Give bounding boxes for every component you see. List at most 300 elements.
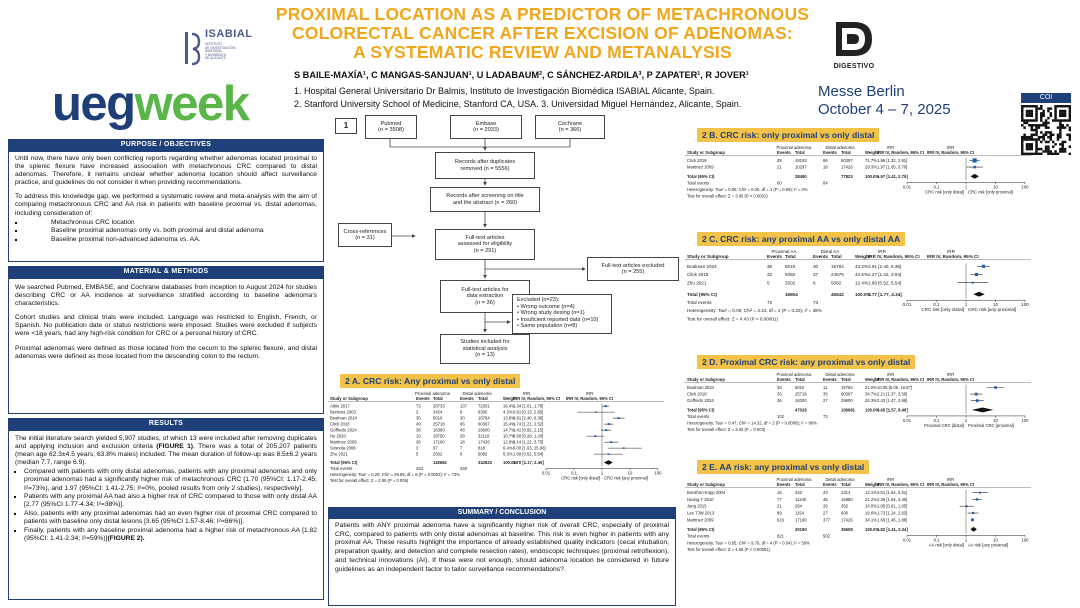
qr-module	[1035, 134, 1037, 136]
qr-module	[1023, 138, 1025, 140]
axis-tick-label: 10	[993, 537, 998, 543]
figure-2b-title: 2 B. CRC risk: only proximal vs only distal	[697, 128, 879, 142]
events-1: 5	[416, 451, 419, 457]
column-header: Study or Subgroup	[687, 150, 725, 155]
flow-box-cochrane: Cochrane (n = 366)	[535, 115, 605, 139]
study-point	[994, 386, 997, 389]
column-header: Events	[823, 377, 837, 382]
axis-tick-label: 10	[993, 184, 998, 190]
study-point	[608, 453, 610, 455]
events-2: 6	[460, 451, 463, 457]
column-header: Total	[795, 482, 805, 487]
forest-plot-2d	[685, 371, 1035, 455]
events-2: 30	[813, 263, 819, 269]
ci-text: 0.58 [0.28, 1.20]	[513, 433, 544, 439]
figure-2c-title: 2 C. CRC risk: any proximal AA vs only distal AA	[697, 232, 905, 246]
total-2: 24676	[831, 272, 844, 278]
qr-module	[1040, 107, 1042, 109]
qr-module	[1050, 115, 1052, 117]
axis-tick-label: 0.1	[933, 302, 940, 308]
methods-section	[8, 266, 324, 414]
qr-module	[1035, 107, 1037, 109]
axis-tick-label: 0.1	[571, 470, 577, 476]
affiliation-2: 2. Stanford University School of Medicine, Stanford CA, USA. 3. Universidad Miguel Hernández, Alicante, Spain.	[294, 99, 742, 109]
ueg-week-logo	[52, 79, 249, 129]
weight: 100.0%	[503, 460, 518, 465]
column-header: Events	[460, 396, 474, 401]
results-bullet: ▪ Patients with any proximal AA had also a higher risk of CRC compared to those with only distal AA [2.77 (95%CI 1.77-4.34; I²=38%)].	[24, 493, 317, 509]
qr-module	[1035, 129, 1037, 131]
column-header: IRR IV, Random, 95% CI	[927, 150, 975, 155]
qr-module	[1061, 105, 1063, 107]
qr-module	[1064, 112, 1066, 114]
ci-text: 1.73 [1.14, 2.63]	[877, 510, 908, 516]
column-header: IRR	[887, 372, 895, 377]
qr-module	[1033, 105, 1035, 107]
qr-module	[1021, 105, 1023, 107]
qr-module	[1050, 134, 1052, 136]
isabial-sub-line: DE ALICANTE	[205, 56, 226, 61]
affiliation-1: 1. Hospital General Universitario Dr Balmis, Instituto de Investigación Biomédica ISABIAL Alicante, Spain.	[294, 86, 715, 96]
purpose-section	[8, 139, 324, 262]
axis-tick-label: 0.1	[933, 184, 940, 190]
axis-tick-label: 1	[964, 537, 968, 543]
flow-box-after-screening: Records after screening on title and the abstract (n = 260)	[430, 187, 540, 212]
column-header: Study or Subgroup	[687, 482, 725, 487]
flow-diagram	[330, 110, 690, 370]
axis-right-label: AA risk [any proximal]	[968, 542, 1009, 548]
overall-effect-text: Test for overall effect: Z = 3.95 (P < 0.0001)	[687, 193, 768, 199]
qr-module	[1035, 110, 1037, 112]
study-name: Boalman 2024	[687, 263, 717, 269]
total-1: 1154	[795, 510, 805, 516]
total-events-label: Total events	[330, 466, 353, 471]
qr-module	[1064, 115, 1066, 117]
qr-module	[1064, 150, 1066, 152]
axis-tick-label: 0.1	[933, 537, 940, 543]
qr-module	[1050, 153, 1052, 155]
axis-tick-label: 1	[964, 302, 968, 308]
qr-module	[1057, 138, 1059, 140]
column-header: Events	[416, 396, 430, 401]
overall-effect-text: Test for overall effect: Z = 3.02 (P = 0.003)	[687, 427, 766, 433]
qr-module	[1021, 141, 1023, 143]
total-2: 32110	[478, 433, 490, 439]
qr-module	[1035, 112, 1037, 114]
flow-box-pubmed: Pubmed (n = 3508)	[365, 115, 417, 139]
pooled-diamond	[972, 408, 994, 413]
study-name: Martinez 2009	[687, 517, 714, 523]
qr-module	[1045, 124, 1047, 126]
ci-text: 1.69 [0.52, 5.54]	[868, 280, 902, 286]
total-1: 25718	[433, 421, 445, 427]
axis-tick-label: 10	[992, 302, 999, 308]
qr-module	[1061, 119, 1063, 121]
qr-module	[1069, 129, 1071, 131]
total-2: 77823	[841, 173, 853, 179]
flow-box-fulltext-excluded: Full-text articles excluded (n = 255)	[587, 257, 679, 281]
qr-module	[1069, 136, 1071, 138]
isabial-mark-icon	[183, 30, 201, 66]
qr-module	[1028, 110, 1030, 112]
qr-module	[1028, 136, 1030, 138]
qr-module	[1052, 141, 1054, 143]
qr-module	[1045, 119, 1047, 121]
study-point	[608, 423, 610, 425]
study-name: Click 2018	[687, 157, 707, 163]
study-point	[623, 447, 625, 449]
ueg-text: ueg	[52, 77, 135, 131]
study-name: Martinez 2009	[330, 439, 357, 445]
qr-module	[1038, 126, 1040, 128]
total-2: 606	[841, 510, 848, 516]
events-1: 39	[777, 157, 782, 163]
total-2: 60397	[841, 157, 853, 163]
group-header: Distal adenoma	[825, 145, 855, 150]
total-label: Total (95% CI)	[330, 460, 358, 465]
results-section	[8, 418, 324, 600]
qr-module	[1023, 122, 1025, 124]
qr-module	[1064, 141, 1066, 143]
axis-tick-label: 10	[993, 417, 998, 423]
qr-module	[1040, 124, 1042, 126]
qr-module	[1061, 150, 1063, 152]
axis-left-label: CRC risk [only distal]	[561, 475, 600, 481]
events-1: 89	[777, 510, 782, 516]
study-name: Click 2018	[330, 421, 350, 427]
weight: 18.6%	[865, 510, 877, 516]
qr-module	[1021, 136, 1023, 138]
results-bullet: ▪ Also, patients with any proximal adenomas had an even higher risk of proximal CRC compared to patients with baseline only distal lesions [3.65 (95%CI 1.57-8.46; I²=86%)].	[24, 510, 317, 526]
purpose-bullet-text: Metachronous CRC location	[51, 218, 135, 226]
qr-module	[1054, 117, 1056, 119]
events-1: 102	[777, 414, 784, 419]
figure-2d-title: 2 D. Proximal CRC risk: any proximal vs only distal	[697, 355, 915, 369]
total-1: 17190	[795, 517, 807, 523]
axis-left-label: CRC risk [only distal]	[925, 189, 964, 195]
poster-title	[250, 5, 835, 62]
total-1: 11240	[795, 496, 807, 502]
column-header: Study or Subgroup	[330, 396, 368, 401]
ci-text: 2.27 [1.42, 3.64]	[868, 272, 902, 278]
flow-box-data-extraction: Full-text articles for data extraction (n = 36)	[440, 280, 530, 313]
weight: 16.4%	[503, 403, 515, 409]
qr-module	[1047, 153, 1049, 155]
column-header: IRR IV, Random, 95% CI	[877, 377, 925, 382]
qr-module	[1069, 107, 1071, 109]
qr-module	[1045, 141, 1047, 143]
weight: 12.8%	[503, 439, 515, 445]
column-header: Weight	[865, 377, 879, 382]
results-heading: RESULTS	[8, 418, 324, 430]
group-header: Distal adenoma	[825, 372, 855, 377]
study-point	[975, 393, 978, 396]
qr-module	[1035, 124, 1037, 126]
qr-module	[1050, 131, 1052, 133]
qr-module	[1047, 107, 1049, 109]
total-2: 29600	[841, 398, 853, 404]
qr-module	[1057, 126, 1059, 128]
axis-right-label: CRC risk [any proximal]	[604, 475, 648, 481]
events-1: 73	[416, 403, 421, 409]
flow-box-excluded-23: Excluded (n=23): • Wrong outcome (n=4) • Wrong study desing (n=1) • Insuficient reported data (n=10) • Same population (n=8)	[512, 294, 612, 334]
qr-module	[1031, 136, 1033, 138]
events-1: 36	[416, 439, 421, 445]
qr-module	[1045, 131, 1047, 133]
column-header: Events	[823, 150, 837, 155]
column-header: Study or Subgroup	[687, 254, 729, 259]
events-2: 11	[823, 384, 828, 390]
qr-module	[1042, 115, 1044, 117]
forest-plot-2b	[685, 144, 1035, 220]
qr-module	[1061, 126, 1063, 128]
qr-module	[1061, 112, 1063, 114]
qr-module	[1040, 117, 1042, 119]
qr-module	[1047, 141, 1049, 143]
total-1: 57	[433, 445, 438, 451]
qr-module	[1038, 124, 1040, 126]
column-header: IRR IV, Random, 95% CI	[566, 396, 614, 401]
study-name: Huang Y 2010	[687, 496, 714, 502]
total-label: Total (95% CI)	[687, 526, 715, 532]
qr-module	[1064, 119, 1066, 121]
weight: 43.2%	[855, 263, 869, 269]
qr-module	[1021, 138, 1023, 140]
digestivo-logo	[828, 20, 880, 70]
events-1: 10	[416, 433, 421, 439]
events-2: 48	[460, 427, 465, 433]
group-header: Distal AA	[820, 249, 840, 254]
column-header: IRR IV, Random, 95% CI	[868, 254, 920, 259]
purpose-paragraph: To address this knowledge gap, we performed a systematic review and meta-analysis with the aim of comparing metachronous CRC and AA risk in patients with baseline proximal vs. distal adenomas, including consideration of:	[15, 193, 317, 217]
column-header: IRR IV, Random, 95% CI	[877, 150, 925, 155]
total-1: 16300	[795, 398, 807, 404]
qr-module	[1040, 136, 1042, 138]
weight: 14.0%	[865, 503, 877, 509]
methods-heading: MATERIAL & METHODS	[8, 266, 324, 278]
week-text: week	[134, 77, 249, 131]
qr-module	[1040, 141, 1042, 143]
overall-effect-text: Test for overall effect: Z = 4.43 (P < 0.00001)	[687, 316, 778, 322]
column-header: IRR IV, Random, 95% CI	[877, 482, 925, 487]
study-point	[972, 158, 976, 162]
study-point	[982, 265, 985, 268]
total-1: 5010	[785, 263, 796, 269]
total-2: 72301	[478, 403, 490, 409]
column-header: IRR	[586, 391, 594, 396]
events-1: 21	[777, 164, 782, 170]
qr-module	[1021, 117, 1023, 119]
study-point	[605, 405, 607, 407]
events-1: 21	[777, 503, 782, 509]
qr-module	[1021, 107, 1023, 109]
column-header: Total	[841, 482, 851, 487]
qr-module	[1042, 138, 1044, 140]
column-header: Total	[785, 254, 796, 259]
qr-module	[1035, 119, 1037, 121]
qr-module	[1047, 148, 1049, 150]
total-2: 242823	[478, 460, 492, 465]
title-line: A SYSTEMATIC REVIEW AND METANALYSIS	[353, 42, 732, 62]
group-header: Proximal adenoma	[776, 145, 812, 150]
axis-tick-label: 100	[1021, 184, 1029, 190]
qr-module	[1035, 150, 1037, 152]
purpose-bullet-list	[25, 219, 317, 244]
qr-module	[1038, 148, 1040, 150]
total-2: 17426	[841, 164, 853, 170]
methods-body	[8, 278, 324, 414]
qr-module	[1047, 145, 1049, 147]
events-1: 77	[777, 496, 782, 502]
qr-module	[1066, 124, 1068, 126]
events-1: 616	[777, 517, 784, 523]
digestivo-mark-icon	[828, 20, 880, 58]
study-name: Jang 2015	[687, 503, 707, 509]
weight: 15.4%	[503, 421, 515, 427]
study-name: Martinez 2009	[687, 164, 714, 170]
qr-module	[1045, 145, 1047, 147]
events-1: 72	[767, 300, 773, 305]
qr-module	[1028, 115, 1030, 117]
qr-module	[1031, 110, 1033, 112]
coi-label: COI	[1021, 93, 1071, 103]
total-2: 16784	[478, 415, 490, 421]
events-1: 2	[416, 409, 419, 415]
column-header: Weight	[865, 482, 879, 487]
ci-text: 3.65 [1.57, 8.46]	[877, 407, 908, 413]
qr-module	[1031, 124, 1033, 126]
author-list: S BAILE-MAXÍA¹, C MANGAS-SANJUAN¹, U LADABAUM², C SÁNCHEZ-ARDILA³, P ZAPATER¹, R JOVER¹	[294, 70, 749, 80]
weight: 21.2%	[865, 496, 877, 502]
weight: 34.1%	[865, 517, 877, 523]
qr-module	[1031, 126, 1033, 128]
total-1: 5010	[433, 415, 443, 421]
qr-module	[1026, 105, 1028, 107]
column-header: Events	[777, 377, 791, 382]
axis-tick-label: 0.01	[902, 184, 912, 190]
purpose-bullet-text: Baseline proximal adenomas only vs. both proximal and distal adenoma	[51, 227, 264, 235]
events-1: 49	[416, 421, 421, 427]
events-2: 6	[813, 280, 816, 286]
qr-module	[1064, 105, 1066, 107]
axis-left-label: Proximal CRC [distal]	[924, 422, 964, 428]
forest-plot-2c	[685, 248, 1035, 346]
qr-module	[1021, 110, 1023, 112]
qr-module	[1059, 134, 1061, 136]
group-header: Proximal adenoma	[776, 477, 812, 482]
column-header: IRR IV, Random, 95% CI	[927, 254, 979, 259]
ci-text: 2.36 [1.64, 3.40]	[877, 496, 908, 502]
column-header: IRR	[887, 477, 895, 482]
qr-module	[1066, 105, 1068, 107]
total-1: 342	[795, 490, 802, 496]
qr-module	[1069, 117, 1071, 119]
ci-text: 1.82 [1.41, 2.34]	[877, 526, 908, 532]
qr-module	[1045, 148, 1047, 150]
qr-module	[1054, 115, 1056, 117]
heterogeneity-text: Heterogeneity: Tau² = 0.20; Chi² = 29.89, df = 8 (P = 0.0002); I² = 73%	[330, 472, 460, 477]
qr-module	[1057, 119, 1059, 121]
study-point	[618, 417, 620, 419]
column-header: Total	[795, 150, 805, 155]
heterogeneity-text: Heterogeneity: Tau² = 0.00; Chi² = 0.00, df = 1 (P = 0.99); I² = 0%	[687, 187, 808, 192]
qr-module	[1045, 126, 1047, 128]
events-1: 35	[416, 415, 421, 421]
qr-module	[1069, 153, 1071, 155]
column-header: IRR	[947, 372, 955, 377]
weight: 28.3%	[865, 164, 877, 170]
group-header: Proximal adenoma	[776, 372, 812, 377]
group-header: Proximal AA	[771, 249, 797, 254]
ci-text: 1.74 [1.21, 2.52]	[513, 421, 544, 427]
qr-module	[1064, 110, 1066, 112]
events-2: 73	[813, 300, 819, 305]
qr-module	[1057, 153, 1059, 155]
qr-module	[1021, 115, 1023, 117]
purpose-bullet	[25, 227, 317, 235]
axis-tick-label: 10	[627, 470, 633, 476]
ci-text: 0.61 [0.13, 2.85]	[513, 409, 544, 415]
events-1: 36	[777, 398, 782, 404]
qr-module	[1033, 119, 1035, 121]
total-1: 47028	[795, 407, 807, 413]
methods-paragraph: Proximal adenomas were defined as those located from the cecum to the splenic flexure, and distal adenomas were defined as those located from the descending colon to the rectum.	[15, 344, 317, 360]
events-2: 66	[823, 157, 828, 163]
events-2: 8	[460, 409, 463, 415]
events-2: 37	[813, 272, 819, 278]
column-header: Total	[478, 396, 488, 401]
weight: 13.8%	[503, 415, 515, 421]
weight: 34.7%	[865, 391, 877, 397]
events-1: 60	[777, 180, 782, 186]
axis-tick-label: 1	[600, 470, 604, 476]
qr-module	[1035, 117, 1037, 119]
qr-module	[1047, 117, 1049, 119]
total-events-label: Total events	[687, 414, 710, 419]
axis-tick-label: 100	[654, 470, 662, 476]
study-name: He 2020	[330, 433, 346, 439]
qr-module	[1038, 153, 1040, 155]
title-line: COLORECTAL CANCER AFTER EXCISION OF ADENOMAS:	[292, 23, 793, 43]
column-header: IRR IV, Random, 95% CI	[927, 482, 975, 487]
weight: 100.0%	[865, 526, 880, 532]
purpose-bullet	[25, 219, 317, 227]
events-2: 27	[823, 398, 828, 404]
qr-module	[1050, 107, 1052, 109]
figure-ref: (FIGURE 1)	[156, 443, 194, 451]
qr-module	[1035, 143, 1037, 145]
study-name: Bonithon-Kopp 2004	[687, 490, 726, 496]
events-1: 3	[416, 445, 419, 451]
figure-2a-title: 2 A. CRC risk: Any proximal vs only distal	[340, 374, 520, 388]
qr-module	[1059, 119, 1061, 121]
column-header: IRR	[523, 391, 531, 396]
total-1: 5010	[795, 384, 805, 390]
column-header: Weight	[865, 150, 879, 155]
column-header: Events	[777, 150, 791, 155]
qr-module	[1054, 112, 1056, 114]
isabial-sub-line: Y BIOMÉDICA	[205, 52, 226, 57]
qr-module	[1052, 119, 1054, 121]
total-2: 35608	[841, 526, 853, 532]
qr-module	[1031, 112, 1033, 114]
ci-text: 1.69 [0.52, 5.54]	[513, 451, 544, 457]
qr-module	[1021, 124, 1023, 126]
purpose-body	[8, 151, 324, 262]
qr-module	[1035, 148, 1037, 150]
total-label: Total (95% CI)	[687, 291, 718, 297]
events-2: 26	[823, 503, 828, 509]
